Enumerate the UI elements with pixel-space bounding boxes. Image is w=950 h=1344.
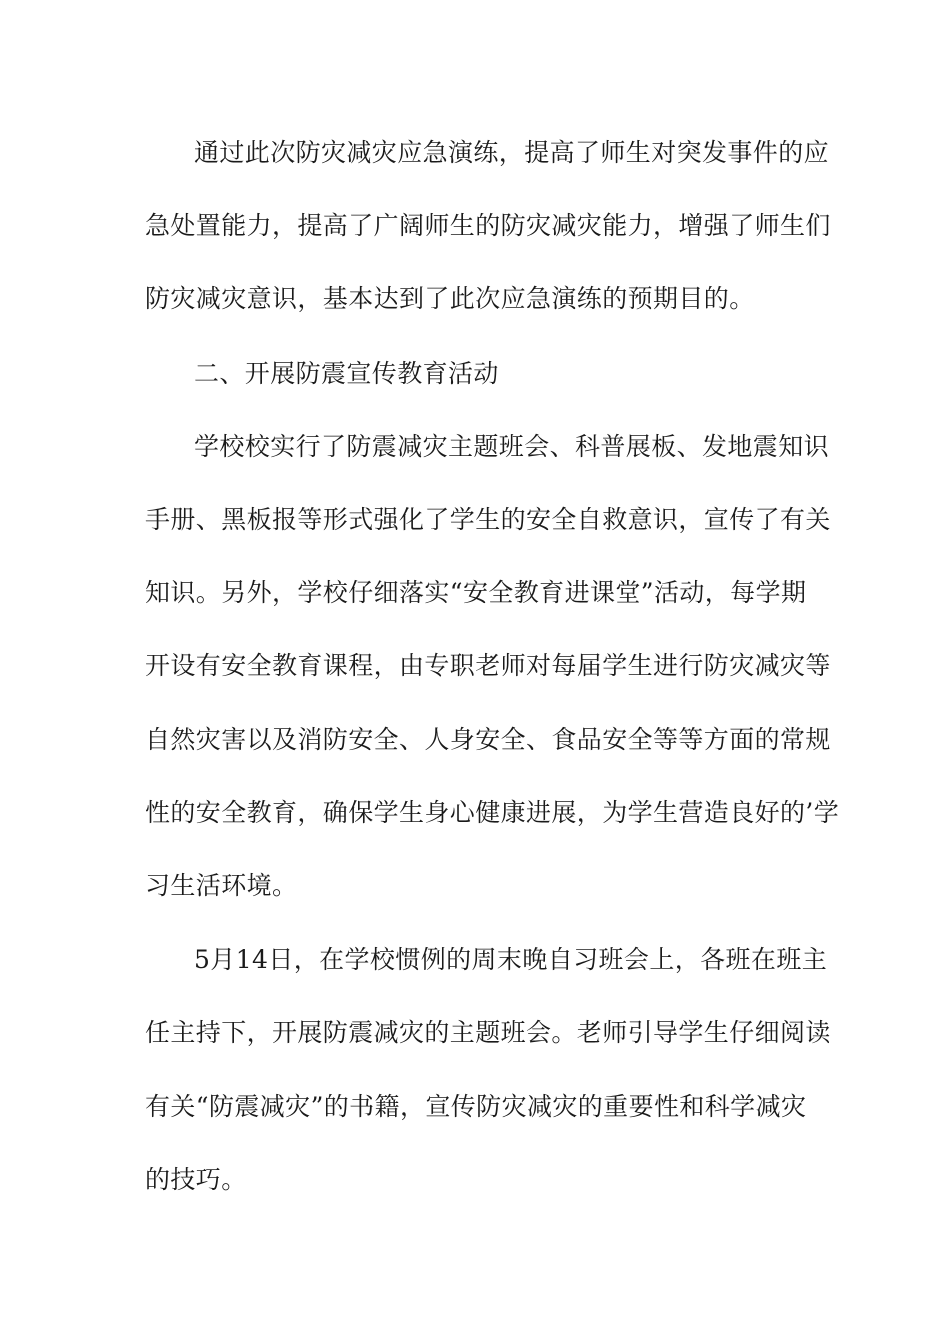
paragraph-1-line-1: 通过此次防灾减灾应急演练，提高了师生对突发事件的应 [194, 138, 830, 167]
paragraph-2-line-1: 学校校实行了防震减灾主题班会、科普展板、发地震知识 [194, 432, 830, 461]
paragraph-2-line-3: 知识。另外，学校仔细落实“安全教育进课堂”活动，每学期 [145, 578, 807, 607]
paragraph-2-line-6: 性的安全教育，确保学生身心健康进展，为学生营造良好的’学 [145, 798, 840, 827]
paragraph-3-line-3: 有关“防震减灾”的书籍，宣传防灾减灾的重要性和科学减灾 [145, 1092, 807, 1121]
paragraph-3-line-4: 的技巧。 [145, 1165, 247, 1194]
paragraph-2-line-7: 习生活环境。 [145, 871, 298, 900]
paragraph-2-line-5: 自然灾害以及消防安全、人身安全、食品安全等等方面的常规 [145, 725, 831, 754]
paragraph-3-line-2: 任主持下，开展防震减灾的主题班会。老师引导学生仔细阅读 [145, 1018, 831, 1047]
paragraph-3-line-1: 5月14日，在学校惯例的周末晚自习班会上，各班在班主 [194, 945, 828, 974]
paragraph-2-line-2: 手册、黑板报等形式强化了学生的安全自救意识，宣传了有关 [145, 505, 831, 534]
section-heading: 二、开展防震宣传教育活动 [194, 359, 499, 388]
paragraph-1-line-3: 防灾减灾意识，基本达到了此次应急演练的预期目的。 [145, 284, 755, 313]
paragraph-1-line-2: 急处置能力，提高了广阔师生的防灾减灾能力，增强了师生们 [145, 211, 831, 240]
paragraph-2-line-4: 开设有安全教育课程，由专职老师对每届学生进行防灾减灾等 [145, 651, 831, 680]
